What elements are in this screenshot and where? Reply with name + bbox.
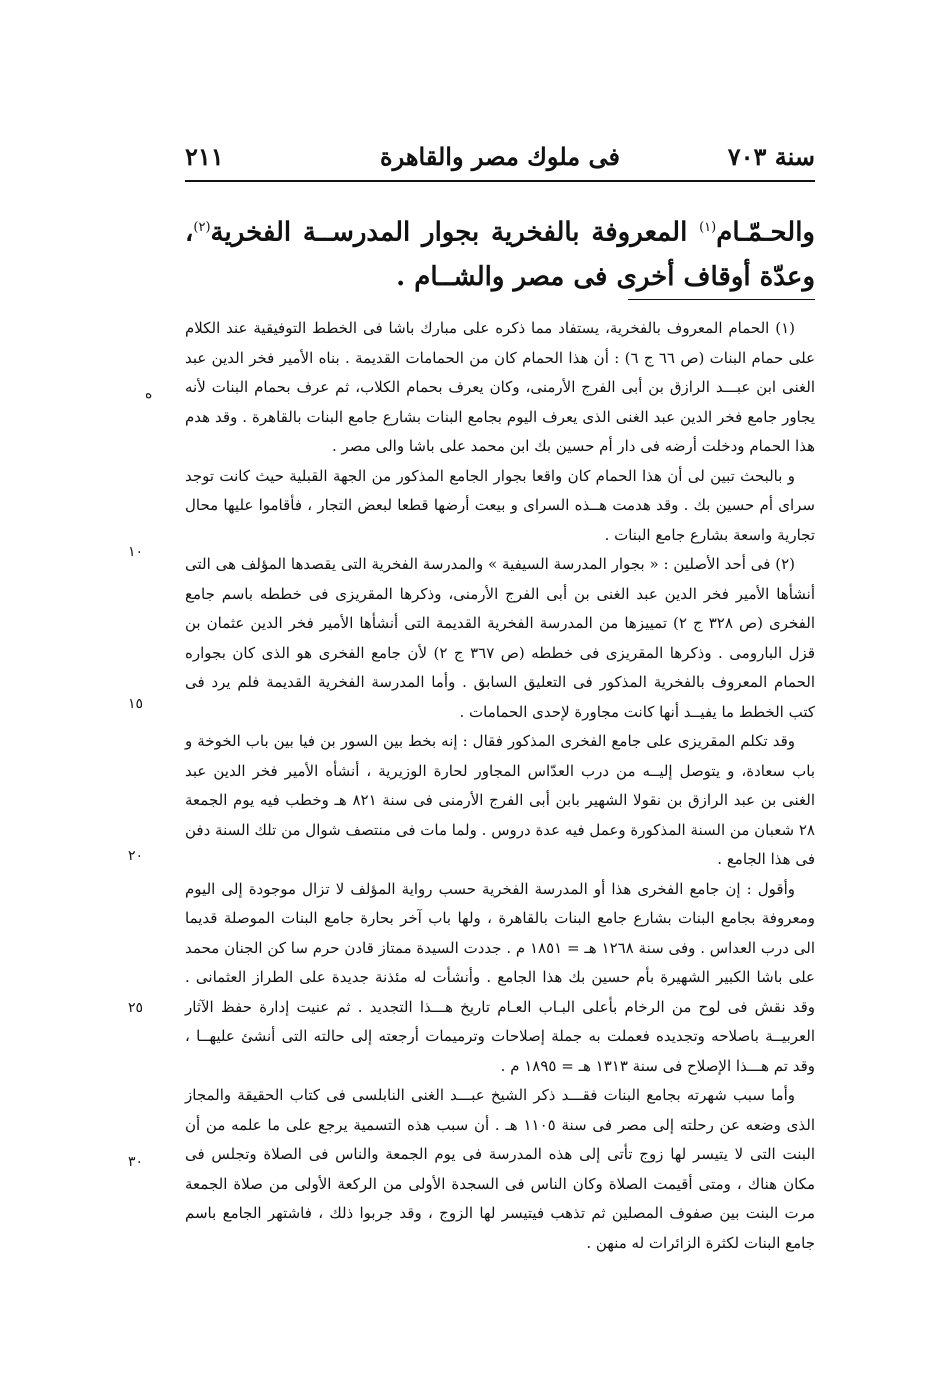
footnote-paragraph: (٢) فى أحد الأصلين : « بجوار المدرسة السيفية » والمدرسة الفخرية التى يقصدها المؤلف هى التى أنشأها الأمير فخر الدين عبد الغنى بن أبى الفرج الأرمنى، وذكرها المقريزى فى خططه باسم جامع الفخرى (ص ٣٢٨ ج ٢) تمييزها من المدرسة الفخرية القديمة التى أنشأها الأمير فخر الدين عثمان بن قزل البارومى . وذكرها المقريزى فى خططه (ص ٣٦٧ ج ٢) لأن جامع الفخرى هو الذى كان بجواره الحمام المعروف بالفخرية المذكور فى التعليق السابق . وأما المدرسة الفخرية القديمة فلم يرد فى كتب الخطط ما يفيــد أنها كانت مجاورة لإحدى الحمامات . [185,555,815,721]
footnote-ref-2[interactable]: (٢) [193,220,211,235]
footnotes [185,314,815,1258]
line-number-marker: ه [145,386,153,402]
line-number-marker: ١٠ [128,544,144,560]
main-text-part-1: والحـمّـام [716,217,815,248]
line-number-marker: ٢٠ [128,848,144,864]
footnote-paragraph: وأقول : إن جامع الفخرى هذا أو المدرسة الفخرية حسب رواية المؤلف لا تزال موجودة إلى اليوم ومعروفة بجامع البنات بشارع جامع البنات بالقاهرة ، ولها باب آخر بحارة جامع البنات الموصلة قديما الى درب العداس . وفى سنة ١٢٦٨ هـ = ١٨٥١ م . جددت السيدة ممتاز قادن حرم سا كن الجنان محمد على باشا الكبير الشهيرة بأم حسين بك هذا الجامع . وأنشأت له مئذنة جديدة على الطراز العثمانى . وقد نقش فى لوح من الرخام بأعلى البـاب العـام تاريخ هـــذا التجديد . ثم عنيت إدارة حفظ الآثار العربيــة باصلاحه وتجديده فعملت به جملة إصلاحات وترميمات أرجعته إلى حالته التى أنشئ عليهــا ، وقد تم هـــذا الإصلاح فى سنة ١٣١٣ هـ = ١٨٩٥ م . [185,879,815,1075]
line-number-marker: ١٥ [128,696,144,712]
header-divider [185,180,815,182]
footnote-ref-1[interactable]: (١) [699,220,717,235]
page-header [185,138,815,176]
line-number-marker: ٢٥ [128,1000,144,1016]
footnote-paragraph: وقد تكلم المقريزى على جامع الفخرى المذكور فقال : إنه بخط بين السور بن فيا بين باب الخوخة و باب سعادة، و يتوصل إليــه من درب العدّاس المجاور لحارة الوزيرية ، أنشأه الأمير فخر الدين عبد الغنى بن عبد الرازق بن نقولا الشهير بابن أبى الفرج الأرمنى فى سنة ٨٢١ هـ وخطب فيه يوم الجمعة ٢٨ شعبان من السنة المذكورة وعمل فيه عدة دروس . ولما مات فى منتصف شوال من تلك السنة دفن فى هذا الجامع . [185,732,816,868]
main-text [185,206,815,299]
main-paragraph [185,206,815,299]
main-text-part-2: المعروفة بالفخرية بجوار المدرســة الفخرية [210,217,700,248]
footnote-divider [628,299,815,300]
header-title: فى ملوك مصر والقاهرة [380,142,620,171]
page-number: ٢١١ [185,142,224,171]
footnote-paragraph: و بالبحث تبين لى أن هذا الحمام كان واقعا بجوار الجامع المذكور من الجهة القبلية حيث كانت توجد سراى أم حسين بك . وقد هدمت هــذه السراى و بيعت أرضها قطعا لبعض التجار ، فأقاموا عليها محال تجارية واسعة بشارع جامع البنات . [185,466,815,544]
footnote-paragraph: وأما سبب شهرته بجامع البنات فقـــد ذكر الشيخ عبـــد الغنى النابلسى فى كتاب الحقيقة والمجاز الذى وضعه عن رحلته إلى مصر فى سنة ١١٠٥ هـ . أن سبب هذه التسمية يرجع على ما علمه من أن البنت التى لا يتيسر لها زوج تأتى إلى هذه المدرسة فى يوم الجمعة والناس فى الصلاة وتجلس فى مكان هناك ، ومتى أقيمت الصلاة وكان الناس فى السجدة الأولى من الركعة الأولى من صلاة الجمعة مرت البنت بين صفوف المصلين ثم تذهب فيتيسر لها الزوج ، وقد جربوا ذلك ، فاشتهر الجامع باسم جامع البنات لكثرة الزائرات له منهن . [185,1086,816,1252]
footnote-paragraph: (١) الحمام المعروف بالفخرية، يستفاد مما ذكره على مبارك باشا فى الخطط التوفيقية عند الكلام على حمام البنات (ص ٦٦ ج ٦) : أن هذا الحمام كان من الحمامات القديمة . بناه الأمير فخر الدين عبد الغنى ابن عبـــد الرازق بن أبى الفرج الأرمنى، وكان يعرف بحمام الكلاب، ثم عرف بحمام البنات لأنه يجاور جامع فخر الدين عبد الغنى الذى يعرف اليوم بجامع البنات بشارع جامع البنات بالقاهرة . وقد هدم هذا الحمام ودخلت أرضه فى دار أم حسين بك ابن محمد على باشا والى مصر . [185,319,816,455]
header-year: سنة ٧٠٣ [727,142,815,171]
main-text-part-3: ، وعدّة أوقاف أخرى فى مصر والشــام . [185,217,815,292]
line-number-marker: ٣٠ [128,1154,144,1170]
